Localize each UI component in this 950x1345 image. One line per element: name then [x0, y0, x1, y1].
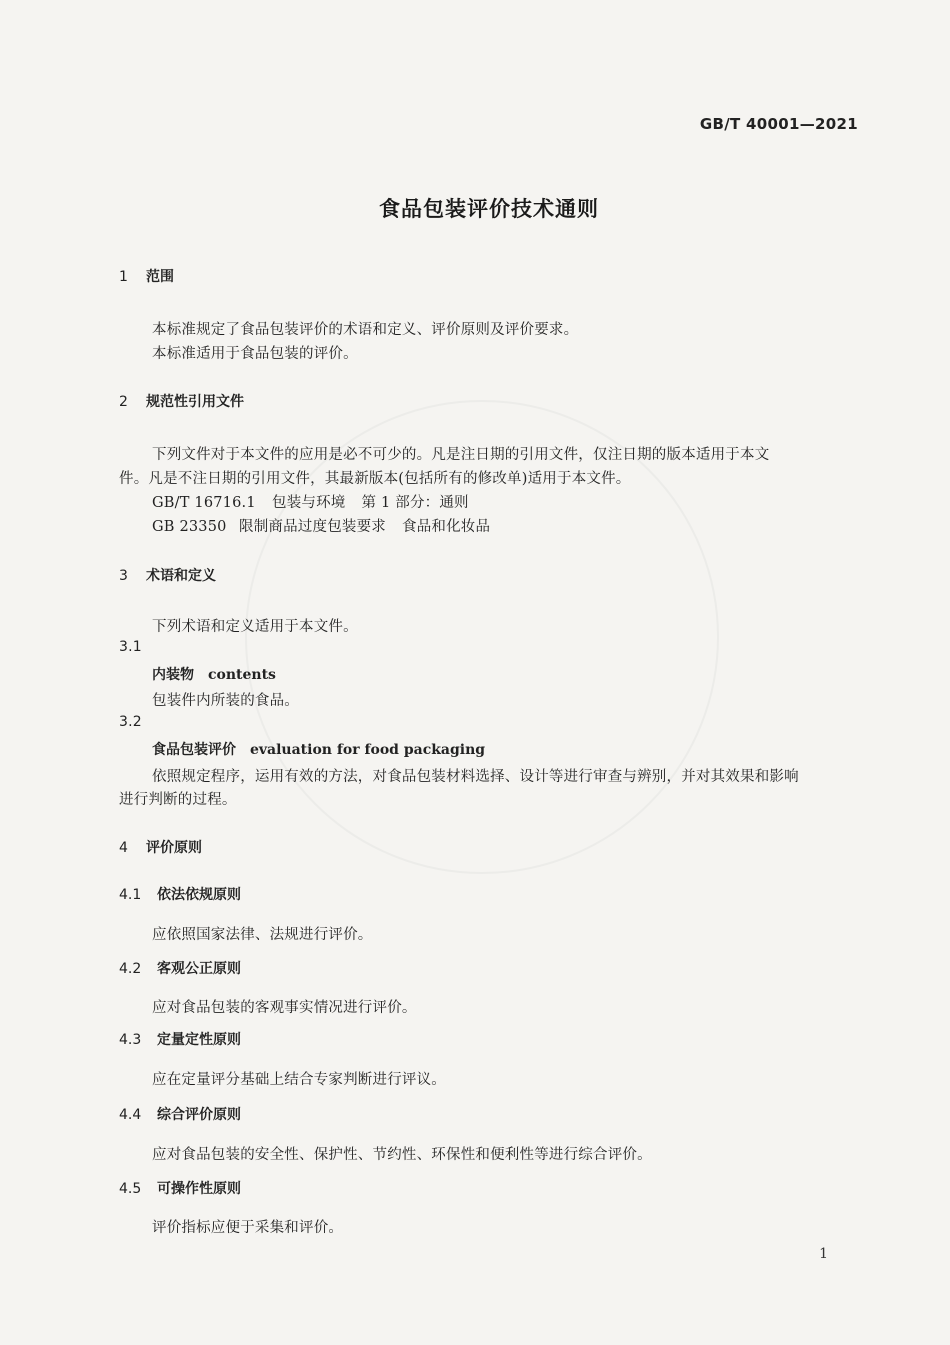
document-title: 食品包装评价技术通则 [379, 197, 599, 221]
section-4-heading [119, 837, 202, 857]
section-number: 3 [119, 568, 128, 584]
term-chinese: 内装物 [152, 667, 194, 683]
term-english: evaluation for food packaging [250, 742, 486, 758]
subsection-title: 客观公正原则 [157, 961, 241, 977]
subsection-title: 定量定性原则 [157, 1032, 241, 1048]
subsection-number: 4.3 [119, 1032, 142, 1048]
section-2-heading [119, 391, 244, 411]
term-definition: 依照规定程序，运用有效的方法，对食品包装材料选择、设计等进行审查与辨别，并对其效果和影响 [152, 769, 799, 785]
term-definition: 包装件内所装的食品。 [152, 693, 299, 709]
section-number: 4 [119, 840, 128, 856]
subsection-heading [119, 1178, 241, 1198]
paragraph: 应在定量评分基础上结合专家判断进行评议。 [152, 1072, 446, 1088]
section-3-heading [119, 565, 216, 585]
subsection-number: 4.1 [119, 887, 142, 903]
paragraph: 应依照国家法律、法规进行评价。 [152, 927, 373, 943]
term-chinese: 食品包装评价 [152, 742, 236, 758]
subsection-heading [119, 958, 241, 978]
subsection-title: 综合评价原则 [157, 1107, 241, 1123]
subsection-heading [119, 1104, 241, 1124]
subsection-number: 4.5 [119, 1181, 142, 1197]
subsection-number: 4.4 [119, 1107, 142, 1123]
paragraph: 评价指标应便于采集和评价。 [152, 1220, 344, 1236]
subsection-number: 4.2 [119, 961, 142, 977]
term-definition: 进行判断的过程。 [119, 792, 237, 808]
paragraph: 本标准适用于食品包装的评价。 [152, 346, 358, 362]
term-heading [152, 739, 485, 759]
section-title: 评价原则 [146, 840, 202, 856]
paragraph: 应对食品包装的安全性、保护性、节约性、环保性和便利性等进行综合评价。 [152, 1147, 652, 1163]
section-title: 规范性引用文件 [146, 394, 244, 410]
term-number: 3.2 [119, 714, 142, 730]
standard-number: GB/T 40001—2021 [699, 115, 858, 133]
reference-title-part: 限制商品过度包装要求 [239, 519, 386, 535]
subsection-heading [119, 1029, 241, 1049]
reference-code: GB/T 16716.1 [152, 495, 256, 511]
paragraph: 件。凡是不注日期的引用文件，其最新版本(包括所有的修改单)适用于本文件。 [119, 471, 631, 487]
reference-title-part: 食品和化妆品 [402, 519, 491, 535]
paragraph: 应对食品包装的客观事实情况进行评价。 [152, 1000, 417, 1016]
term-english: contents [208, 667, 276, 683]
section-1-heading [119, 266, 174, 286]
reference-title-part: 第 1 部分：通则 [361, 495, 469, 511]
term-heading [152, 664, 276, 684]
paragraph: 本标准规定了食品包装评价的术语和定义、评价原则及评价要求。 [152, 322, 579, 338]
reference-code: GB 23350 [152, 519, 227, 535]
paragraph: 下列术语和定义适用于本文件。 [152, 619, 358, 635]
section-number: 1 [119, 269, 128, 285]
section-number: 2 [119, 394, 128, 410]
paragraph: 下列文件对于本文件的应用是必不可少的。凡是注日期的引用文件，仅注日期的版本适用于本文 [152, 447, 770, 463]
section-title: 术语和定义 [146, 568, 216, 584]
reference-entry [152, 515, 490, 536]
subsection-heading [119, 884, 241, 904]
reference-entry [152, 491, 469, 512]
subsection-title: 依法依规原则 [157, 887, 241, 903]
reference-title-part: 包装与环境 [272, 495, 346, 511]
page-number: 1 [819, 1246, 828, 1262]
subsection-title: 可操作性原则 [157, 1181, 241, 1197]
section-title: 范围 [146, 269, 174, 285]
term-number: 3.1 [119, 639, 142, 655]
